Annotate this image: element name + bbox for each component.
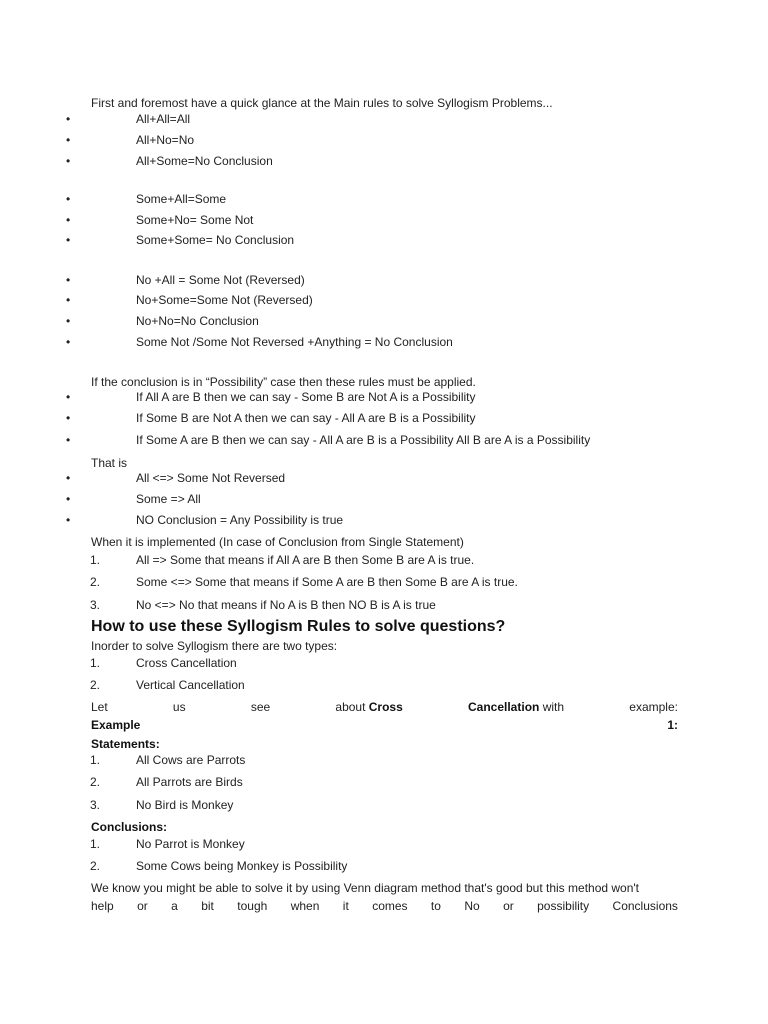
bullet: •: [66, 433, 71, 447]
list-item: • No+No=No Conclusion: [66, 314, 259, 328]
list-item: • Some+All=Some: [66, 192, 227, 206]
types-intro: Inorder to solve Syllogism there are two types:: [91, 639, 338, 653]
bullet: •: [66, 390, 71, 404]
numbered-item: 1. All Cows are Parrots: [90, 753, 246, 767]
bullet: •: [66, 513, 71, 527]
intro-text: First and foremost have a quick glance at the Main rules to solve Syllogism Problems...: [91, 96, 553, 110]
list-item: • All <=> Some Not Reversed: [66, 471, 286, 485]
bullet: •: [66, 273, 71, 287]
closing-line-2: help or a bit tough when it comes to No or possibility Conclusions: [91, 899, 678, 913]
bullet: •: [66, 133, 71, 147]
bullet: •: [66, 192, 71, 206]
bullet: •: [66, 213, 71, 227]
list-item: • NO Conclusion = Any Possibility is true: [66, 513, 344, 527]
numbered-item: 3. No Bird is Monkey: [90, 798, 234, 812]
list-item: • If Some A are B then we can say - All A are B is a Possibility All B are A is a Possibility: [66, 433, 591, 447]
list-item: • All+No=No: [66, 133, 195, 147]
conclusions-label: Conclusions:: [91, 820, 168, 834]
bullet: •: [66, 233, 71, 247]
section-heading: How to use these Syllogism Rules to solve questions?: [91, 618, 506, 635]
list-item: • Some Not /Some Not Reversed +Anything = No Conclusion: [66, 335, 453, 349]
bullet: •: [66, 154, 71, 168]
numbered-item: 3. No <=> No that means if No A is B then NO B is A is true: [90, 598, 436, 612]
example-line: Example 1:: [91, 718, 678, 732]
list-item: • All+Some=No Conclusion: [66, 154, 273, 168]
bullet: •: [66, 492, 71, 506]
numbered-item: 1. All => Some that means if All A are B then Some B are A is true.: [90, 553, 475, 567]
statements-label: Statements:: [91, 737, 160, 751]
bullet: •: [66, 314, 71, 328]
list-item: • Some => All: [66, 492, 201, 506]
bullet: •: [66, 112, 71, 126]
list-item: • No +All = Some Not (Reversed): [66, 273, 305, 287]
list-item: • No+Some=Some Not (Reversed): [66, 293, 313, 307]
closing-line-1: We know you might be able to solve it by using Venn diagram method that's good but this method won't: [91, 881, 640, 895]
numbered-item: 2. All Parrots are Birds: [90, 775, 243, 789]
numbered-item: 2. Vertical Cancellation: [90, 678, 245, 692]
list-item: • If Some B are Not A then we can say - All A are B is a Possibility: [66, 411, 476, 425]
numbered-item: 2. Some <=> Some that means if Some A are B then Some B are A is true.: [90, 575, 518, 589]
numbered-item: 2. Some Cows being Monkey is Possibility: [90, 859, 348, 873]
single-intro: When it is implemented (In case of Conclusion from Single Statement): [91, 535, 464, 549]
list-item: • All+All=All: [66, 112, 191, 126]
justified-line: Let us see about Cross Cancellation with example:: [91, 700, 678, 714]
numbered-item: 1. No Parrot is Monkey: [90, 837, 245, 851]
numbered-item: 1. Cross Cancellation: [90, 656, 237, 670]
list-item: • Some+Some= No Conclusion: [66, 233, 295, 247]
bullet: •: [66, 293, 71, 307]
list-item: • If All A are B then we can say - Some B are Not A is a Possibility: [66, 390, 476, 404]
bullet: •: [66, 335, 71, 349]
bullet: •: [66, 411, 71, 425]
that-is-label: That is: [91, 456, 128, 470]
possibility-intro: If the conclusion is in “Possibility” case then these rules must be applied.: [91, 375, 476, 389]
list-item: • Some+No= Some Not: [66, 213, 254, 227]
bullet: •: [66, 471, 71, 485]
